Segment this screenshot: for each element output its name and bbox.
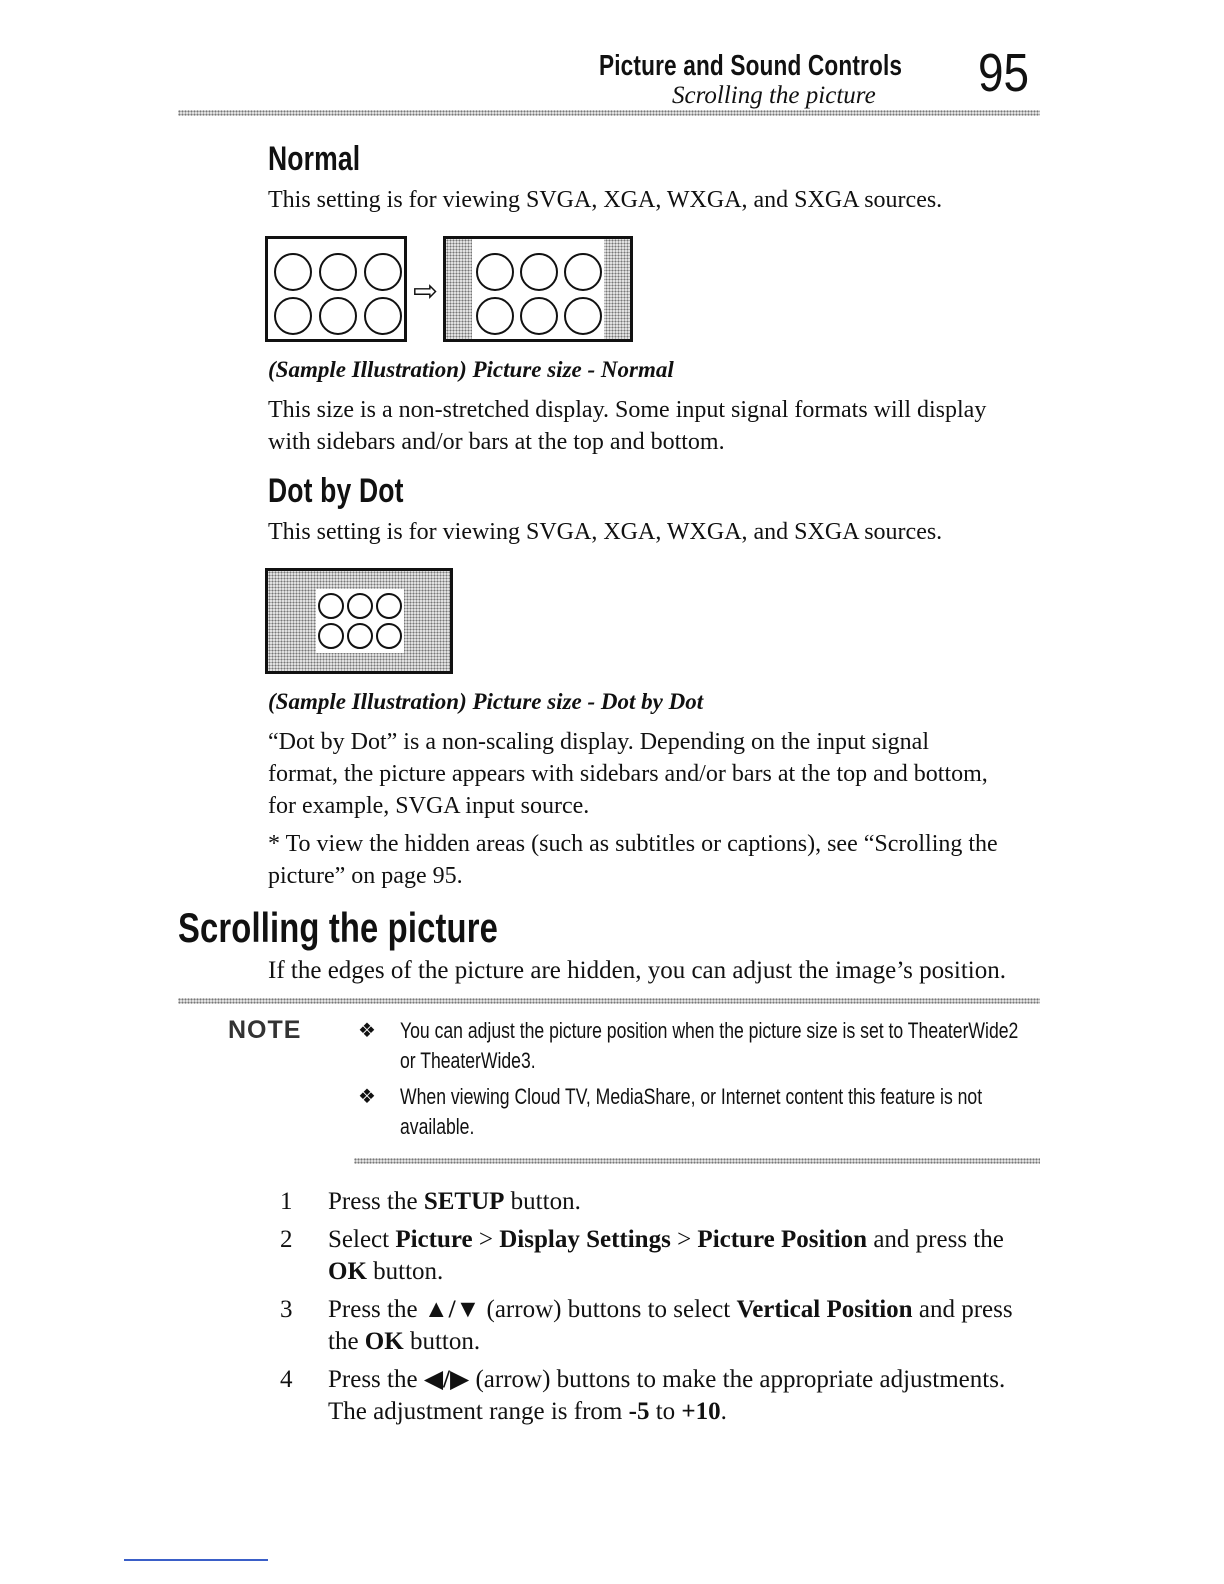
header-rule (178, 110, 1040, 116)
section-subtitle: Scrolling the picture (672, 82, 876, 109)
step-item: 3 Press the ▲/▼ (arrow) buttons to select Vertical Position and press the OK button. (280, 1296, 1013, 1355)
footer-rule (124, 1559, 268, 1561)
note-item (354, 1082, 1044, 1142)
note-top-rule (178, 998, 1040, 1004)
note-label: NOTE (228, 1016, 302, 1044)
result-frame (443, 236, 633, 342)
dot-by-dot-caption: (Sample Illustration) Picture size - Dot by Dot (268, 689, 704, 714)
dot-by-dot-intro: This setting is for viewing SVGA, XGA, WXGA, and SXGA sources. (268, 519, 943, 545)
note-list (354, 1016, 1044, 1148)
section-heading-scrolling: Scrolling the picture (178, 904, 499, 951)
section-heading-normal: Normal (268, 140, 361, 178)
scrolling-intro: If the edges of the picture are hidden, you can adjust the image’s position. (268, 957, 1006, 984)
diamond-bullet-icon: ❖ (358, 1020, 376, 1042)
steps-list (268, 1186, 1048, 1434)
normal-illustration (265, 236, 635, 342)
source-frame (265, 236, 407, 342)
dot-by-dot-description: “Dot by Dot” is a non-scaling display. Depending on the input signal format, the picture appears with sidebars and/or bars at the top and bottom, for example, SVGA input source. (268, 729, 988, 819)
normal-description: This size is a non-stretched display. Some input signal formats will display with sidebars and/or bars at the top and bottom. (268, 397, 987, 455)
page-number: 95 (978, 43, 1030, 103)
note-text: You can adjust the picture position when the picture size is set to TheaterWide2 or TheaterWide3. (400, 1018, 1019, 1073)
step-item: 4 Press the ◀/▶ (arrow) buttons to make the appropriate adjustments. The adjustment range is from -5 to +10. (280, 1366, 1006, 1425)
chapter-title: Picture and Sound Controls (599, 50, 903, 82)
dot-by-dot-footnote: * To view the hidden areas (such as subtitles or captions), see “Scrolling the picture” on page 95. (268, 831, 998, 889)
dot-by-dot-illustration (265, 568, 453, 674)
arrow-icon: ⇨ (413, 274, 439, 309)
diamond-bullet-icon: ❖ (358, 1086, 376, 1108)
normal-intro: This setting is for viewing SVGA, XGA, WXGA, and SXGA sources. (268, 187, 943, 213)
section-heading-dot-by-dot: Dot by Dot (268, 472, 404, 510)
note-bottom-rule (354, 1158, 1040, 1164)
note-text: When viewing Cloud TV, MediaShare, or Internet content this feature is not available. (400, 1084, 983, 1139)
normal-caption: (Sample Illustration) Picture size - Normal (268, 357, 674, 382)
step-item: 2 Select Picture > Display Settings > Picture Position and press the OK button. (280, 1226, 1004, 1285)
note-item (354, 1016, 1044, 1076)
step-item: 1 Press the SETUP button. (280, 1188, 581, 1215)
